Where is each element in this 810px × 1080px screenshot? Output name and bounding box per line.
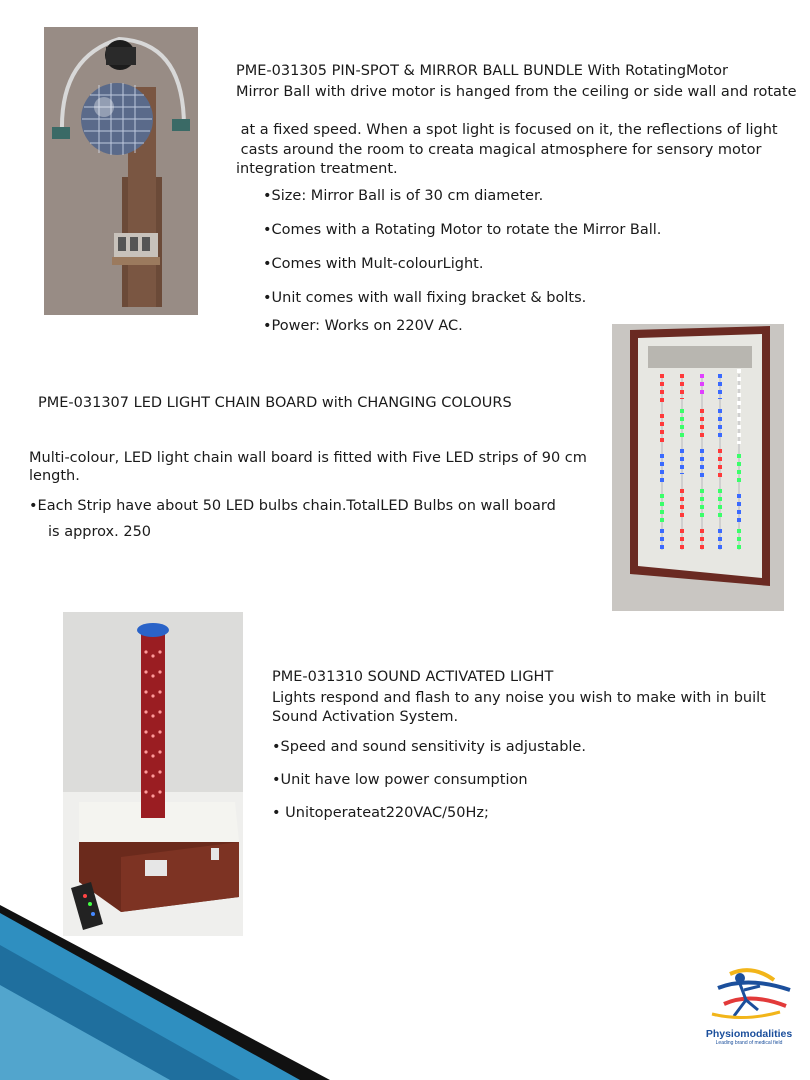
section2-desc-line-1: Multi-colour, LED light chain wall board is fitted with Five LED strips of 90 cm xyxy=(29,450,587,466)
section3-bullet: •Unit have low power consumption xyxy=(272,772,528,788)
section1-title: PME-031305 PIN-SPOT & MIRROR BALL BUNDLE With RotatingMotor xyxy=(236,63,728,79)
section2-title: PME-031307 LED LIGHT CHAIN BOARD with CHANGING COLOURS xyxy=(38,395,512,411)
section2-bullet-line-1: •Each Strip have about 50 LED bulbs chain.TotalLED Bulbs on wall board xyxy=(29,498,556,514)
section3-title: PME-031310 SOUND ACTIVATED LIGHT xyxy=(272,669,554,685)
brand-name: Physiomodalities xyxy=(705,1028,793,1040)
section3-bullet: • Unitoperateat220VAC/50Hz; xyxy=(272,805,489,821)
section3-desc-line-1: Lights respond and flash to any noise you wish to make with in built xyxy=(272,690,766,706)
runner-logo-icon xyxy=(700,966,798,1028)
corner-swoosh-decoration xyxy=(0,905,330,1080)
section1-bullet: •Comes with a Rotating Motor to rotate the Mirror Ball. xyxy=(263,222,662,238)
section3-desc-line-2: Sound Activation System. xyxy=(272,709,459,725)
mirror-ball-photo xyxy=(44,27,198,315)
section3-bullet: •Speed and sound sensitivity is adjustable. xyxy=(272,739,586,755)
sound-light-photo xyxy=(63,612,243,936)
section1-desc-line-4: integration treatment. xyxy=(236,161,398,177)
section2-desc-line-2: length. xyxy=(29,468,80,484)
section1-desc-line-1: Mirror Ball with drive motor is hanged from the ceiling or side wall and rotate xyxy=(236,84,797,100)
section1-bullet: •Comes with Mult-colourLight. xyxy=(263,256,484,272)
section1-bullet: •Size: Mirror Ball is of 30 cm diameter. xyxy=(263,188,544,204)
section1-bullet: •Power: Works on 220V AC. xyxy=(263,318,463,334)
led-board-photo xyxy=(612,324,784,611)
section1-desc-line-2: at a fixed speed. When a spot light is focused on it, the reflections of light xyxy=(236,122,778,138)
section1-desc-line-3: casts around the room to creata magical atmosphere for sensory motor xyxy=(236,142,762,158)
brand-tagline: Leading brand of medical field xyxy=(715,1040,783,1046)
brand-logo xyxy=(700,966,798,1056)
section1-bullet: •Unit comes with wall fixing bracket & bolts. xyxy=(263,290,587,306)
section2-bullet-line-2: is approx. 250 xyxy=(48,524,152,540)
